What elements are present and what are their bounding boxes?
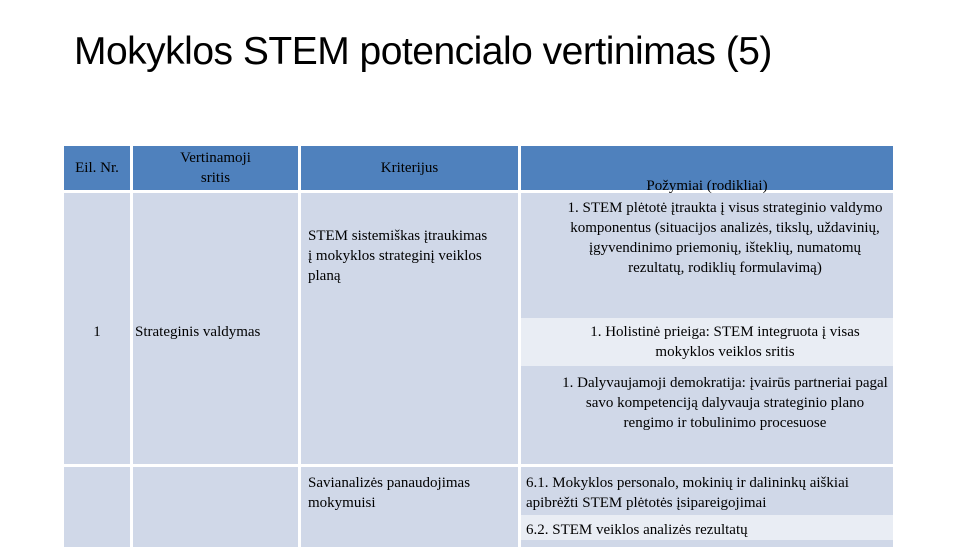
header-cell-area <box>133 146 298 190</box>
row-number: 1 <box>93 324 101 340</box>
cell-area-2 <box>133 467 298 547</box>
header-indicators-label: Požymiai (rodikliai) <box>646 178 768 194</box>
row-area-label: Strateginis valdymas <box>135 324 261 340</box>
header-no-label: Eil. Nr. <box>75 160 119 176</box>
indicator-item: 6.1. Mokyklos personalo, mokinių ir dalininkų aiškiai apibrėžti STEM plėtotės įsipareigojimai <box>526 475 849 511</box>
header-cell-no <box>64 146 130 190</box>
indicator-item: 1. STEM plėtotė įtraukta į visus strateginio valdymo komponentus (situacijos analizės, tikslų, uždavinių, įgyvendinimo priemonių, išteklių, numatomų rezultatų, rodiklių formulavimą) <box>567 200 883 276</box>
header-cell-criteria <box>301 146 518 190</box>
slide-title: Mokyklos STEM potencialo vertinimas (5) <box>74 30 772 73</box>
indicator-item: 1. Holistinė prieiga: STEM integruota į visas mokyklos veiklos sritis <box>590 324 860 360</box>
indicator-item: 6.2. STEM veiklos analizės rezultatų <box>526 522 748 538</box>
criterion-text: Savianalizės panaudojimas mokymuisi <box>308 475 471 511</box>
criterion-text: STEM sistemiškas įtraukimas į mokyklos strateginį veiklos planą <box>308 228 488 284</box>
cell-no-2 <box>64 467 130 547</box>
header-area-label: Vertinamoji sritis <box>180 150 251 186</box>
indicator-item: 1. Dalyvaujamoji demokratija: įvairūs partneriai pagal savo kompetenciją dalyvauja strateginio plano rengimo ir tobulinimo procesuose <box>562 375 888 431</box>
header-criteria-label: Kriterijus <box>380 160 439 176</box>
